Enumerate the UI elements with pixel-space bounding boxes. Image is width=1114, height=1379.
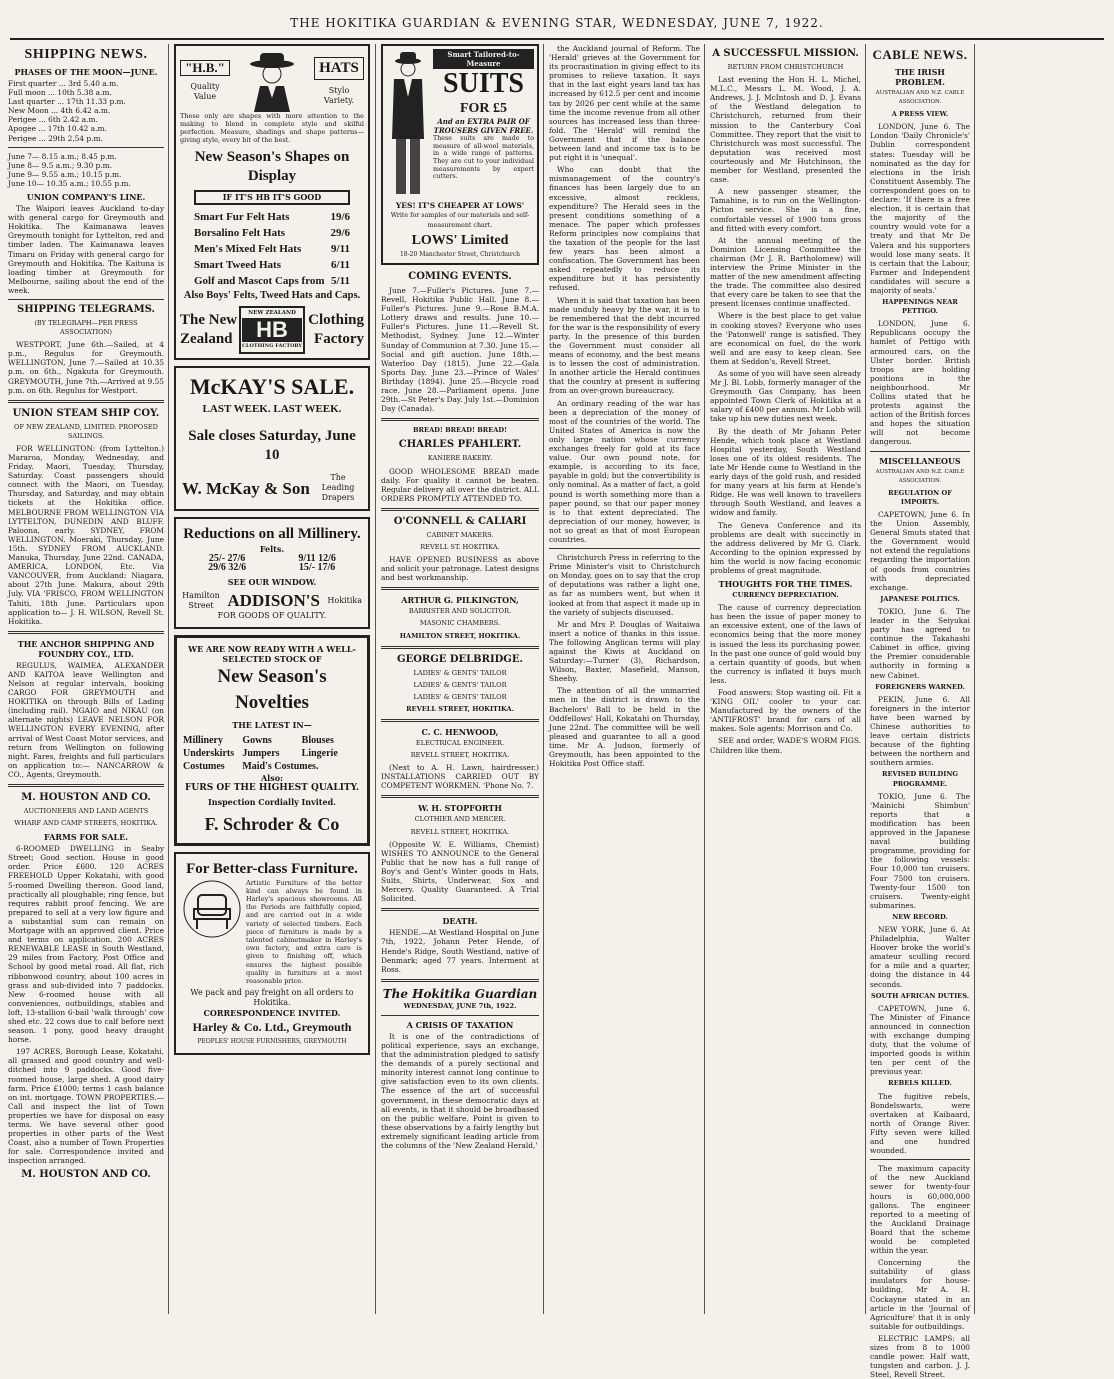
cable-paragraph: The maximum capacity of the new Auckland sewer for twenty-four hours is 60,000,000 gallons. The engineer reported to a meeting of the Auckland Drainage Board that the scheme would be completed within the year. [870,1164,970,1256]
news-paragraph: By the death of Mr Johann Peter Hende, which took place at Westland Hospital yesterday, South Westland loses one of its oldest residents. The late Mr Hende came to Westland in the early days of the gold rush, and resided for many years at his farm at Hende's Ridge. He was well known to travellers through South Westland, and leaves a widow and family. [710,426,861,518]
tide-line: June 8— 9.5 a.m.; 9.30 p.m. [8,160,112,170]
lows-top: Smart Tailored-to-Measure [433,49,534,69]
schroder-item: Costumes [183,760,225,772]
tide-table [8,152,164,188]
divider [381,587,539,590]
tide-line: June 10— 10.35 a.m.; 10.55 p.m. [8,178,131,188]
divider [8,299,164,300]
divider [381,418,539,421]
cable-paragraph: LONDON, June 6. Republicans occupy the hamlet of Pettigo with armoured cars, on the Ulster border. British troops are holding positions in the neighbourhood. Mr Collins stated that he protests against the action of the British forces and hopes the situation will not become dangerous. [870,319,971,447]
henwood-sub: ELECTRICAL ENGINEER. [415,739,505,747]
farms-body-2: 197 ACRES, Borough Lease, Kokatahi, all grassed and good country and well-ditched into 9 paddocks. Good five-roomed house, large shed. A good dairy farm. Price £1000; terms 1 cash balance on int. mortgage. TOWN PROPERTIES.—Call and inspect the list of Town properties we have for disposal on easy terms. We have several other good properties in other parts of the West Coast, also a number of Town Properties for sale. Correspondence invited and inspection arranged. [8,1047,164,1166]
moon-line: Perigee ... 6th 2.42 a.m. [8,115,98,125]
houston-sub2: WHARF AND CAMP STREETS, HOKITIKA. [14,819,158,828]
local-news-paragraph: Christchurch Press in referring to the Prime Minister's visit to Christchurch on Monday, goes on to say that the crop of deputations was rather a light one, as far as numbers went, but when it looked at from that aspect it made up in the variety of subjects discussed. [549,553,700,617]
lows-addr: 18-20 Manchester Street, Christchurch [399,251,520,258]
duties-heading: SOUTH AFRICAN DUTIES. [870,991,970,1000]
cable-paragraph: TOKIO, June 6. The 'Mainichi Shimbun' reports that a modification has been approved in the Japanese naval building programme, providing for the following vessels: Four 10,000 ton cruisers. Four 7500 ton cruisers. Twenty-four 1500 ton cruisers. Twenty-eight submarines. [870,791,970,910]
local-news-paragraph: Mr and Mrs P. Douglas of Waitaiwa insert a notice of thanks in this issue. The following Anglican terms will play against the Kiwis at Auckland on Saturday:—Turner (3), Richardson, Wilson, Baxter, Masefield, Manson, Sheehy. [549,619,700,684]
cable-paragraph: ELECTRIC LAMPS: all sizes from 8 to 1000 candle power. Half watt, tungsten and carbon. J. J. Steel, Revell Street. [870,1333,970,1379]
record-heading: NEW RECORD. [892,912,948,921]
tide-line: June 7— 8.15 a.m.; 8.45 p.m. [8,151,117,161]
column-rule [974,44,975,1314]
cable-paragraph: NEW YORK, June 6. At Philadelphia, Walter Hoover broke the world's amateur sculling record for a mile and a quarter, doing the distance in 44 seconds. [870,924,970,989]
misc-sub: AUSTRALIAN AND N.Z. CABLE ASSOCIATION. [875,468,965,484]
moon-table [8,79,164,143]
column-notices [381,44,539,1314]
bread-row: BREAD! BREAD! BREAD! [412,426,507,435]
divider [381,979,539,982]
mckay-sale-ad [174,366,370,511]
editorial-paragraph: When it is said that taxation has been made unduly heavy by the war, it is to be remembered that the debt incurred for the war is the responsibility of every party. In the presence of this burden the Government must consider all means of economy, and the best means is to lessen the cost of administration. In another article the Herald continues that the country at present is suffering from an over-grown bureaucracy. [549,295,700,396]
lows-for: FOR £5 [459,101,508,117]
column-rule [704,44,705,1314]
cable-paragraph: LONDON, June 6. The London 'Daily Chronicle's' Dublin correspondent states: Tuesday will be nominated as the day for elections in the Irish Constituent Assembly. The correspondent goes on to declare: 'If there is a free election, it is certain that the majority of the country would vote for a treaty and that Mr De Valera and his supporters would lose many seats. It is certain that the Labour, Farmer and Independent candidates will secure a majority of seats.' [870,122,970,295]
hb-item-price: 5/11 [331,275,350,288]
cable-paragraph: The fugitive rebels, Bondelswarts, were overtaken at Kaibaard, north of Orange River. Fifty seven were killed and one hundred wounded. [870,1091,970,1156]
lows-suits-ad [381,44,539,265]
uss-company-sub: OF NEW ZEALAND, LIMITED. PROPOSED SAILINGS. [14,422,158,440]
guardian-date: WEDNESDAY, JUNE 7th, 1922. [403,1001,517,1010]
hb-quality: Quality Value [190,81,220,101]
union-line-body: The Waipori leaves Auckland to-day with general cargo for Greymouth and Hokitika. The Kaimanawa leaves Greymouth tonight for Lyttelton, red and timber laden. The Kaimanawa leaves Timaru on Friday with general cargo for Greymouth and Hokitika. The Kaituna is loading timber at Greymouth for Melbourne, sailing about the end of the week. [8,204,164,295]
death-heading: DEATH. [442,916,478,927]
schroder-item: Gowns [242,734,272,746]
cable-paragraph: CAPETOWN, June 6. The Minister of Finance announced in connection with exchange dumping duty, that the volume of imported goods is within ten per cent of the previous year. [870,1003,970,1077]
henwood-body: (Next to A. H. Lawn, hairdresser.) INSTALLATIONS CARRIED OUT BY COMPETENT WORKMEN. 'Phone No. 7. [381,763,539,791]
divider [381,795,539,798]
taxation-body: It is one of the contradictions of political experience, says an exchange, that the administration pledged to satisfy the demands of a purely sectional and minority interest cannot long continue to give satisfaction even to its own clients. The essence of the art of successful government, in these democratic days at all events, is that it should be broadbased on the public welfare. Point is given to these observations by a fairly lengthy but extremely significant leading article from the columns of the 'New Zealand Herald,' [381,1031,539,1150]
telegrams-body: WESTPORT, June 6th.—Sailed, at 4 p.m., Regulus for Greymouth. WELLINGTON, June 7.—Sailed at 10.35 p.m. on 6th., Ngakuta for Greymouth. GREYMOUTH, June 7th.—Arrived at 9.55 p.m. on 6th. Regulus for Westport. [8,340,164,395]
lows-yes: YES! IT'S CHEAPER AT LOWS' [395,201,525,210]
news-paragraph: The Geneva Conference and its problems are dealt with succinctly in the address delivered by Mr G. Clark. According to the opinion expressed by him the world is now facing economic problems of great magnitude. [710,520,861,575]
mckay-week: LAST WEEK. LAST WEEK. [202,403,342,416]
divider [381,908,539,911]
mckay-title: McKAY'S SALE. [189,374,355,400]
press-view-heading: A PRESS VIEW. [891,110,949,119]
moon-line: Apogee ... 17th 10.42 a.m. [8,124,107,134]
cable-paragraph: CAPETOWN, June 6. In the Union Assembly, General Smuts stated that the Government would not extend the regulations regarding the importation of goods from countries with depreciated exchange. [870,509,970,592]
divider [8,400,164,403]
news-paragraph: A new passenger steamer, the Tamahine, is to run on the Wellington-Picton service. She is a fine, comfortable vessel of 1900 tons gross and fitted with every comfort. [710,187,861,233]
hb-item-name: Smart Fur Felt Hats [194,211,290,224]
henwood-addr: REVELL STREET, HOKITIKA. [410,751,510,760]
local-news-paragraph: The attention of all the unmarried men in the district is drawn to the Bachelors' Ball to be held in the Oddfellows' Hall, Kokatahi on Thursday, June 22nd. The committee will be well pleased and guarantee to all a good time. Mr A. Judson, formerly of Greymouth, has been appointed to the Hokitika Post Office staff. [549,686,700,769]
taxation-heading: A CRISIS OF TAXATION [406,1019,514,1030]
cable-paragraph: PEKIN, June 6. All foreigners in the interior have been warned by Chinese authorities to leave certain districts because of the fighting between the northern and southern armies. [870,694,970,768]
furniture-body: Artistic Furniture of the better kind can always be found in Harley's spacious showrooms. All the Periods are faithfully copied, and are carried out in a wide variety of selected timbers. Each piece of furniture is made by a talented cabinetmaker in Harley's own factory, and extra care is given to finishing off, which ensures the highest possible quality in furniture at a most reasonable price. [246,878,362,985]
telegrams-heading: SHIPPING TELEGRAMS. [17,303,155,315]
column-rule [543,44,544,1314]
delbridge-heading: GEORGE DELBRIDGE. [397,653,523,665]
news-paragraph: SEE and order, WADE'S WORM FIGS. Children like them. [710,736,861,755]
addison-street: Hamilton Street [182,590,220,610]
divider [381,646,539,649]
addison-see: SEE OUR WINDOW. [227,576,317,587]
lows-write: Write for samples of our materials and self-measurement chart. [390,212,530,229]
divider [381,508,539,511]
hb-shapes: New Season's Shapes on Display [194,149,350,184]
moon-heading: PHASES OF THE MOON—JUNE. [14,67,158,77]
schroder-item: Millinery [183,734,223,746]
column-editorial [549,44,700,1314]
schroder-item: Blouses [301,734,334,746]
hb-item-name: Golf and Mascot Caps from [194,275,325,288]
farms-heading: FARMS FOR SALE. [43,832,129,843]
column-rule [865,44,866,1314]
divider [381,719,539,722]
schroder-name: F. Schroder & Co [204,813,340,834]
cable-news-heading: CABLE NEWS. [872,47,968,62]
schroder-latest: THE LATEST IN— [232,719,312,730]
column-ads [174,44,370,1314]
moon-line: Last quarter ... 17th 11.33 p.m. [8,97,126,107]
editorial-paragraph: Who can doubt that the mismanagement of the country's finances has been largely due to an excessive, almost reckless, expenditure? The Herald sees in the present conditions something of a menace. The paper which professes Reform principles now complains that the taxation of the people for the last few years has been almost a confiscation. The Government has been asked repeatedly to reduce its expenditure but it has persistently refused. [549,165,700,293]
mckay-firm: W. McKay & Son [182,478,310,498]
irish-sub: AUSTRALIAN AND N.Z. CABLE ASSOCIATION. [875,90,965,106]
furniture-pack: We pack and pay freight on all orders to Hokitika. [190,988,354,1008]
uss-company-body: FOR WELLINGTON: (from Lyttelton.) Mararoa, Monday, Wednesday, and Friday. Maori, Tuesday, Thursday, Saturday. Coast passengers should connect with the Maori, on Tuesday, Thursday, and Saturday, and may obtain tickets at the Hokitika office. MELBOURNE FROM WELLINGTON VIA LYTTELTON, DUNEDIN AND BLUFF. Paloona, early. SYDNEY, FROM WELLINGTON. Moeraki, Thursday, June 15th. SYDNEY FROM AUCKLAND. Manuka, Thursday, June 22nd. CANADA, AMERICA, LONDON, Etc. Via VANCOUVER, from Auckland: Niagara, about 27th June. Makura, about 29th July. VIA 'FRISCO, FROM WELLINGTON Tahiti, 18th June. Particulars upon application to— J. H. WILSON, Revell St. Hokitika. [8,443,164,626]
addison-price: 25/- 27/6 [208,553,246,565]
guardian-nameplate: The Hokitika Guardian [382,986,538,1001]
hb-item-price: 29/6 [330,227,350,240]
divider [870,1159,970,1160]
column-local-news [710,44,861,1314]
mckay-close: Sale closes Saturday, June 10 [188,428,356,464]
houston-heading: M. HOUSTON AND CO. [21,792,151,803]
pfahlert-heading: CHARLES PFAHLERT. [398,439,522,451]
editorial-paragraph: the Auckland journal of Reform. The 'Herald' grieves at the Government for its procrastination in giving effect to its promises to relieve taxation. It says that in the last eight years land tax has increased by 612.5 per cent and income tax by 2026 per cent while at the same time the income revenue from all other sources has increased less than three-fold. The 'Herald' will remind the Government that if the balance between land and income tax is to be put right it is 'unequal'. [549,44,700,163]
hb-price-row [180,209,364,225]
news-paragraph: Last evening the Hon H. L. Michel, M.L.C., Messrs L. M. Wood, J. A. Andrews, J. J. McIntosh and D. J. Evans of the Westland delegation to Christchurch, returned from their mission to the Canterbury Coal Committee. They report that the visit to Christchurch was most successful. The deputation was received most courteously and Mr Hutchinson, the member for Westland, presented the case. [710,75,861,185]
column-shipping [8,44,164,1314]
oconnell-addr: REVELL ST. HOKITIKA. [420,542,500,551]
stopforth-addr: REVELL STREET, HOKITIKA. [410,827,510,836]
news-paragraph: Food answers: Stop wasting oil. Fit a 'KING OIL' cooler to your car. Manufactured by the owners of the 'ANTIFROST' brand for cars of all makes. Sole agents: Morrison and Co. [710,688,861,734]
stopforth-heading: W. H. STOPFORTH [418,803,502,814]
irish-heading: THE IRISH PROBLEM. [895,67,945,87]
lows-suits: SUITS [443,68,524,100]
masthead: THE HOKITIKA GUARDIAN & EVENING STAR, WEDNESDAY, JUNE 7, 1922. [10,8,1104,40]
hb-price-row [180,273,364,289]
schroder-ready: WE ARE NOW READY WITH A WELL-SELECTED STOCK OF [188,643,356,664]
misc-heading: MISCELLANEOUS [879,455,961,466]
anchor-body: REGULUS, WAIMEA, ALEXANDER AND KAITOA leave Wellington and Nelson at regular intervals, booking CARGO FOR GREYMOUTH and HOKITIKA on through Bills of Lading (including rail). NGAIO and NIKAU (on alternate nights) LEAVE NELSON FOR WELLINGTON EVERY EVENING, after arrival of West Coast Motor services, and return from Wellington on following night. Fares, freights and full particulars on application to:— NANCARROW & CO., Agents, Greymouth. [8,660,164,779]
moon-line: Perigee ... 29th 2.54 p.m. [8,133,103,143]
divider [870,451,970,452]
stopforth-body: (Opposite W. E. Williams, Chemist) WISHES TO ANNOUNCE to the General Public that he now has a full range of Boy's and Gent's Winter goods in Hats, Suits, Shirts, Underwear, Sox and Mercery. Quality Guaranteed. A Trial Solicited. [381,839,539,904]
uss-company-heading: UNION STEAM SHIP COY. [12,407,160,419]
armchair-illustration [182,879,242,939]
harley-furniture-ad [174,852,370,1056]
hb-item-price: 19/6 [330,211,350,224]
schroder-item: Maid's Costumes. [242,760,319,772]
divider [8,784,164,787]
pilkington-sub: BARRISTER AND SOLICITOR. [408,607,512,616]
news-paragraph: Where is the best place to get value in cooking stoves? Everyone who uses the 'Patonwell' range is satisfied. They are economical on fuel, do the work well and are easy to keep clean. See them at Seddon's, Revell Street. [710,311,861,366]
furniture-title: For Better-class Furniture. [186,860,358,877]
delbridge-line: LADIES' & GENTS' TAILOR [413,692,507,701]
oconnell-sub: CABINET MAKERS. [426,530,494,539]
editorial-paragraph: An ordinary reading of the war has been a depreciation of the money of most of the countries of the world. The United States of America is now the only large nation whose currency exchanges freely for gold at its face value. Our own pound note, for example, is according to its face, payable in gold; but the convertibility is only nominal. As a matter of fact, a gold pound is worth something more than a paper pound, so that our paper money is to that extent depreciated. The depreciation of our money, however, is not so great as that of most European countries. [549,398,700,544]
shipping-heading: SHIPPING NEWS. [24,47,148,62]
coming-events-heading: COMING EVENTS. [408,271,512,282]
revised-heading: REVISED BUILDING PROGRAMME. [881,770,958,788]
column-cable-news [870,44,971,1379]
moon-line: New Moon ... 4th 6.42 a.m. [8,106,111,116]
column-rule [168,44,169,1314]
hb-item-name: Men's Mixed Felt Hats [194,243,302,256]
cable-paragraph: TOKIO, June 6. The leader in the Seiyukai party has agreed to continue the Takahashi Cabinet in office, giving the Premier considerable authority in forming a new Cabinet. [870,606,970,680]
schroder-item: Underskirts [183,747,235,759]
hb-hats-label: HATS [314,57,364,80]
schroder-invite: Inspection Cordially Invited. [208,796,336,807]
rebels-heading: REBELS KILLED. [888,1079,952,1088]
hb-price-list [180,209,364,289]
hb-left-text: The New Zealand [180,312,238,348]
houston-footer: M. HOUSTON AND CO. [21,1169,151,1181]
hb-logo: NEW ZEALAND HB CLOTHING FACTORY [239,306,306,354]
addison-town: Hokitika [327,595,362,605]
addison-title: Reductions on all Millinery. [183,526,361,543]
oconnell-heading: O'CONNELL & CALIARI [393,515,527,527]
delbridge-line: LADIES' & GENTS' TAILOR [413,680,507,689]
news-paragraph: At the annual meeting of the Dominion Licensing Committee the chairman (Mr J. R. Bartholomew) will interview the Prime Minister in the matter of the new amendment affecting the trade. The committee also desired that every care be taken to see that the present licenses continue unaffected. [710,235,861,309]
stopforth-sub: CLOTHIER AND MERCER. [414,815,506,824]
tide-line: June 9— 9.55 a.m.; 10.15 p.m. [8,169,122,179]
divider [549,548,700,549]
pilkington-sub2: MASONIC CHAMBERS. [419,619,501,628]
death-body: HENDE.—At Westland Hospital on June 7th, 1922, Johann Peter Hende, of Hende's Ridge, South Westland, native of Denmark; aged 77 years. Interment at Ross. [381,928,539,974]
hb-item-price: 6/11 [331,259,350,272]
mission-sub: RETURN FROM CHRISTCHURCH [727,63,844,71]
lows-name: LOWS' Limited [411,233,509,248]
addison-millinery-ad [174,517,370,628]
houston-sub: AUCTIONEERS AND LAND AGENTS [23,807,149,815]
lows-extra: And an EXTRA PAIR OF TROUSERS GIVEN FREE. [433,117,534,135]
schroder-also: Also: [260,772,284,783]
schroder-item: Lingerie [301,747,338,759]
hb-hats-ad [174,44,370,360]
schroder-furs: FURS OF THE HIGHEST QUALITY. [184,782,360,793]
happenings-heading: HAPPENINGS NEAR PETTIGO. [882,298,958,316]
hb-item-name: Borsalino Felt Hats [194,227,286,240]
mission-heading: A SUCCESSFUL MISSION. [712,48,859,59]
hb-price-row [180,225,364,241]
farms-body: 6-ROOMED DWELLING in Seaby Street; Good section. House in good order. Price £600. 120 ACRES FREEHOLD Upper Kokatahi, with good 5-roomed Dwelling thereon. Good land, practically all ploughable; ring fence, but requires rabbit proof fencing. We are prepared to sell at a very low figure and a substantial sum can remain on Mortgage with an approved client. Price and terms on application. 200 ACRES RENEWABLE LEASE in South Westland, 29 miles from Factory, Post Office and School by good metal road. All flat, rich ribbonwood country, about 100 acres in grass and sub-divided into 7 paddocks. New 6-roomed house with all conveniences, outbuildings, stables and loft, 13-stallion 6-bail 'walk through' cow shed etc. 22 cows due to calf before next season. 1 pony, good heavy draught horse. [8,844,164,1045]
mckay-tag: The Leading Drapers [321,473,355,503]
news-paragraph: The cause of currency depreciation has been the issue of paper money to an excessive extent, one of the laws of economics being that the more money is issued the less its purchasing power. In the past one ounce of gold would buy a certain quantity of goods, but when the currency is inflated it buys much less. [710,603,861,685]
furniture-sub: PEOPLES' HOUSE FURNISHERS, GREYMOUTH [197,1038,347,1046]
addison-name: ADDISON'S [227,591,320,611]
schroder-item: Jumpers [242,747,280,759]
coming-events-body: June 7.—Fuller's Pictures. June 7.—Revell, Hokitika Public Hall. June 8.—Fuller's Pictures. June 9.—Rose B.M.A. Lottery draws and results. June 10.—Fuller's Pictures. June 11.—Revell St. Methodist, Sydney. June 12.—Winter Sunday of Communion at 7.30. June 15.—Social and gift auction. June 18th.—Waterloo Day (1815). June 22.—Gala Sports Day. June 23.—Prince of Wales' Birthday (1894). June 25.—Bicycle road race. June 28.—Parliament opens. June 29th.—St Peter's Day. July 1st.—Dominion Day (Canada). [381,286,539,414]
regulation-heading: REGULATION OF IMPORTS. [888,488,952,506]
schroder-novelties: New Season's Novelties [217,665,327,713]
pilkington-heading: ARTHUR G. PILKINGTON, [401,595,519,606]
addison-felts: Felts. [259,544,285,555]
hb-logo-top: NEW ZEALAND [248,310,296,317]
hb-item-price: 9/11 [331,243,350,256]
pilkington-addr: HAMILTON STREET, HOKITIKA. [399,631,521,640]
furniture-corr: CORRESPONDENCE INVITED. [203,1008,341,1019]
hb-good-banner: IF IT'S HB IT'S GOOD [194,190,350,205]
currency-heading: CURRENCY DEPRECIATION. [732,591,839,600]
pfahlert-sub: KANIERE BAKERY. [427,454,493,463]
anchor-heading: THE ANCHOR SHIPPING AND FOUNDRY COY., LTD. [17,638,155,659]
addison-price: 15/- 17/6 [298,562,336,574]
man-in-hat-illustration [242,50,302,112]
delbridge-line: LADIES' & GENTS' TAILOR [413,668,507,677]
pfahlert-body: GOOD WHOLESOME BREAD made daily. For quality it cannot be beaten. Regular delivery all over the district. ALL ORDERS PROMPTLY ATTENDED TO. [381,466,539,503]
man-in-suit-illustration [386,49,430,199]
hb-blurb: These only are shapes with more attention to the making to blend in complete style and skilful perfection. Measure, shadings and shape patterns—giving style, every bit of the best. [180,112,364,144]
schroder-novelties-ad [174,635,370,846]
addison-price: 9/11 12/6 [298,553,336,565]
divider [381,1015,539,1016]
divider [8,631,164,634]
addison-sub: FOR GOODS OF QUALITY. [217,610,327,620]
henwood-heading: C. C. HENWOOD, [421,727,499,737]
japan-heading: JAPANESE POLITICS. [880,594,960,603]
moon-line: Full moon ... 10th 5.38 a.m. [8,88,112,98]
moon-line: First quarter ... 3rd 5.40 a.m. [8,79,119,88]
hb-item-name: Smart Tweed Hats [194,259,281,272]
telegrams-subheading: (BY TELEGRAPH—PER PRESS ASSOCIATION) [34,318,138,337]
hb-also: Also Boys' Felts, Tweed Hats and Caps. [183,290,361,302]
column-cable-news-overflow [980,44,1108,1314]
hb-logo-bottom: CLOTHING FACTORY [242,343,302,350]
lows-body: These suits are made to measure of all-wool materials, in a wide range of patterns. They are cut to your individual measurements by expert cutters. [433,135,534,181]
delbridge-addr: REVELL STREET, HOKITIKA. [406,704,514,713]
union-line-heading: UNION COMPANY'S LINE. [26,192,146,203]
hb-right-text: Clothing Factory [308,312,365,348]
furniture-name: Harley & Co. Ltd., Greymouth [192,1020,352,1035]
cable-paragraph: Concerning the suitability of glass insulators for house-building, Mr A. H. Cockayne stated in an article in the 'Journal of Agriculture' that it is only suitable for outbuildings. [870,1258,970,1331]
oconnell-body: HAVE OPENED BUSINESS as above and solicit your patronage. Latest designs and best workmanship. [381,555,539,583]
thoughts-heading: THOUGHTS FOR THE TIMES. [718,579,853,590]
news-paragraph: As some of you will have seen already Mr J. Bl. Lobb, formerly manager of the Greymouth Gas Company, has been appointed Town Clerk of Hokitika at a salary of £400 per annum. Mr Lobb will take up his new duties next week. [710,369,861,424]
hb-price-row [180,241,364,257]
hb-price-row [180,257,364,273]
addison-price: 29/6 32/6 [208,562,247,574]
hb-brand: "H.B." [180,60,230,75]
hb-style: Stylo Variety. [323,85,355,105]
divider [8,147,164,148]
column-rule [375,44,376,1314]
warned-heading: FOREIGNERS WARNED. [875,682,965,691]
